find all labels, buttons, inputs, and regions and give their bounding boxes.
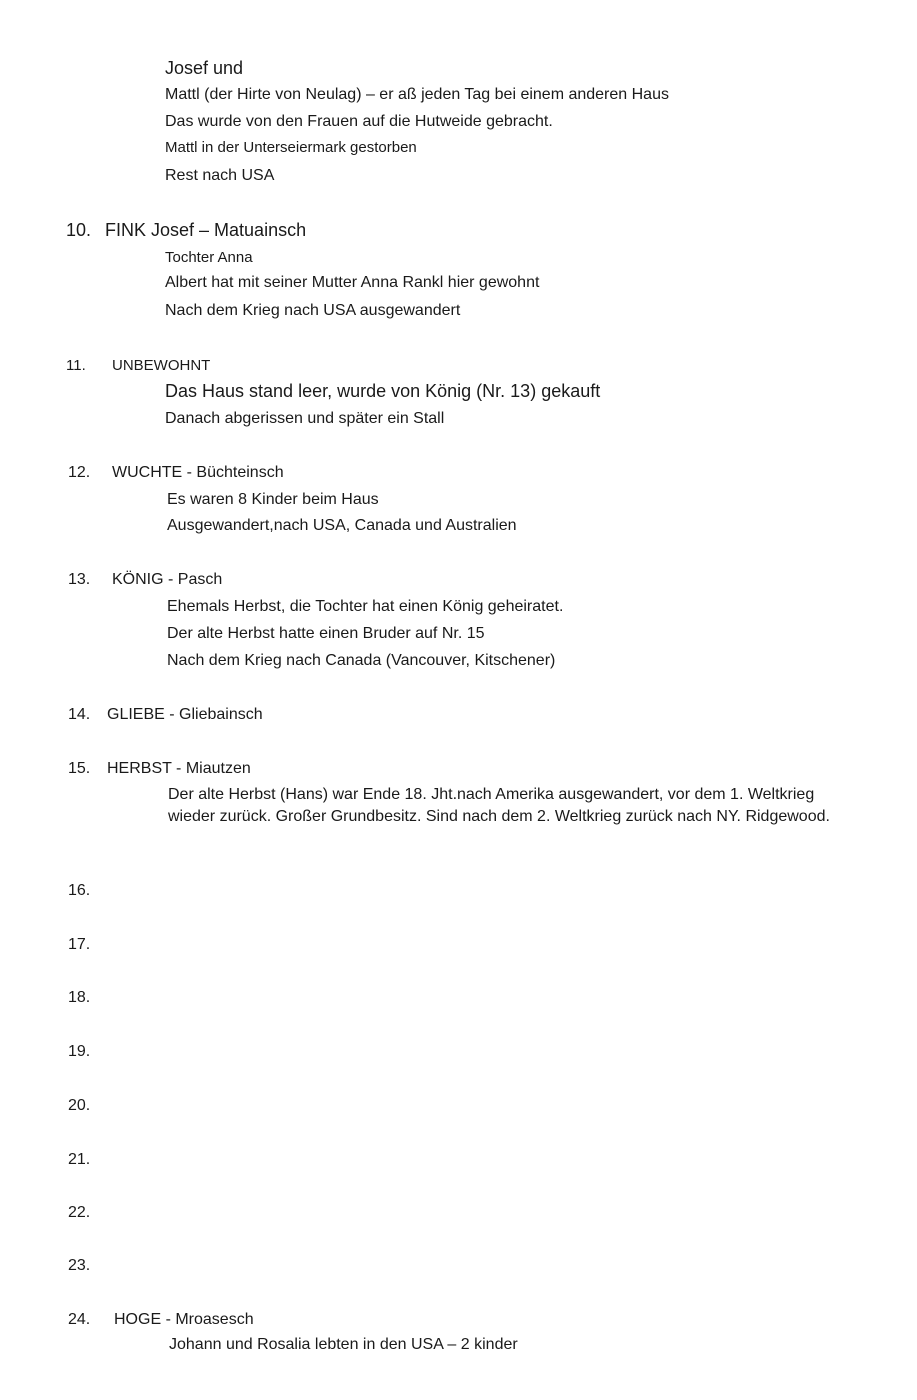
entry-number: 18.: [68, 989, 91, 1006]
entry-line: Nach dem Krieg nach Canada (Vancouver, Kitschener): [167, 652, 556, 669]
entry-number: 15.: [68, 760, 91, 777]
entry-number: 12.: [68, 464, 91, 481]
entry-number: 16.: [68, 882, 91, 899]
entry-title: FINK Josef – Matuainsch: [105, 220, 307, 240]
entry-number: 22.: [68, 1204, 91, 1221]
entry-title: KÖNIG - Pasch: [112, 571, 223, 588]
entry-line: Ausgewandert,nach USA, Canada und Australien: [167, 517, 517, 534]
entry-line: Albert hat mit seiner Mutter Anna Rankl hier gewohnt: [165, 274, 540, 291]
entry-number: 21.: [68, 1151, 91, 1168]
entry-line: Das Haus stand leer, wurde von König (Nr. 13) gekauft: [165, 381, 601, 401]
entry-number: 19.: [68, 1043, 91, 1060]
entry-number: 17.: [68, 936, 91, 953]
entry-number: 23.: [68, 1257, 91, 1274]
entry-line: Tochter Anna: [165, 249, 253, 266]
entry-number: 10.: [66, 220, 92, 240]
entry-title: HOGE - Mroasesch: [114, 1311, 254, 1328]
entry-line: Nach dem Krieg nach USA ausgewandert: [165, 302, 461, 319]
intro-line: Mattl in der Unterseiermark gestorben: [165, 139, 417, 156]
intro-line: Rest nach USA: [165, 167, 275, 184]
entry-line: Der alte Herbst hatte einen Bruder auf Nr. 15: [167, 625, 485, 642]
entry-number: 20.: [68, 1097, 91, 1114]
entry-number: 13.: [68, 571, 91, 588]
entry-line: Johann und Rosalia lebten in den USA – 2 kinder: [169, 1336, 518, 1353]
entry-line: Ehemals Herbst, die Tochter hat einen König geheiratet.: [167, 598, 564, 615]
intro-line: Josef und: [165, 58, 244, 78]
intro-line: Das wurde von den Frauen auf die Hutweide gebracht.: [165, 113, 553, 130]
entry-title: HERBST - Miautzen: [107, 760, 251, 777]
entry-number: 14.: [68, 706, 91, 723]
entry-title: UNBEWOHNT: [112, 357, 211, 374]
entry-line: Danach abgerissen und später ein Stall: [165, 410, 445, 427]
entry-title: WUCHTE - Büchteinsch: [112, 464, 284, 481]
entry-number: 11.: [66, 357, 86, 374]
entry-number: 24.: [68, 1311, 91, 1328]
intro-line: Mattl (der Hirte von Neulag) – er aß jeden Tag bei einem anderen Haus: [165, 86, 669, 103]
entry-paragraph: Der alte Herbst (Hans) war Ende 18. Jht.nach Amerika ausgewandert, vor dem 1. Weltkrieg wieder zurück. Großer Grundbesitz. Sind nach dem 2. Weltkrieg zurück nach NY. Ridgewood.: [168, 786, 830, 825]
entry-title: GLIEBE - Gliebainsch: [107, 706, 263, 723]
entry-line: Es waren 8 Kinder beim Haus: [167, 491, 379, 508]
